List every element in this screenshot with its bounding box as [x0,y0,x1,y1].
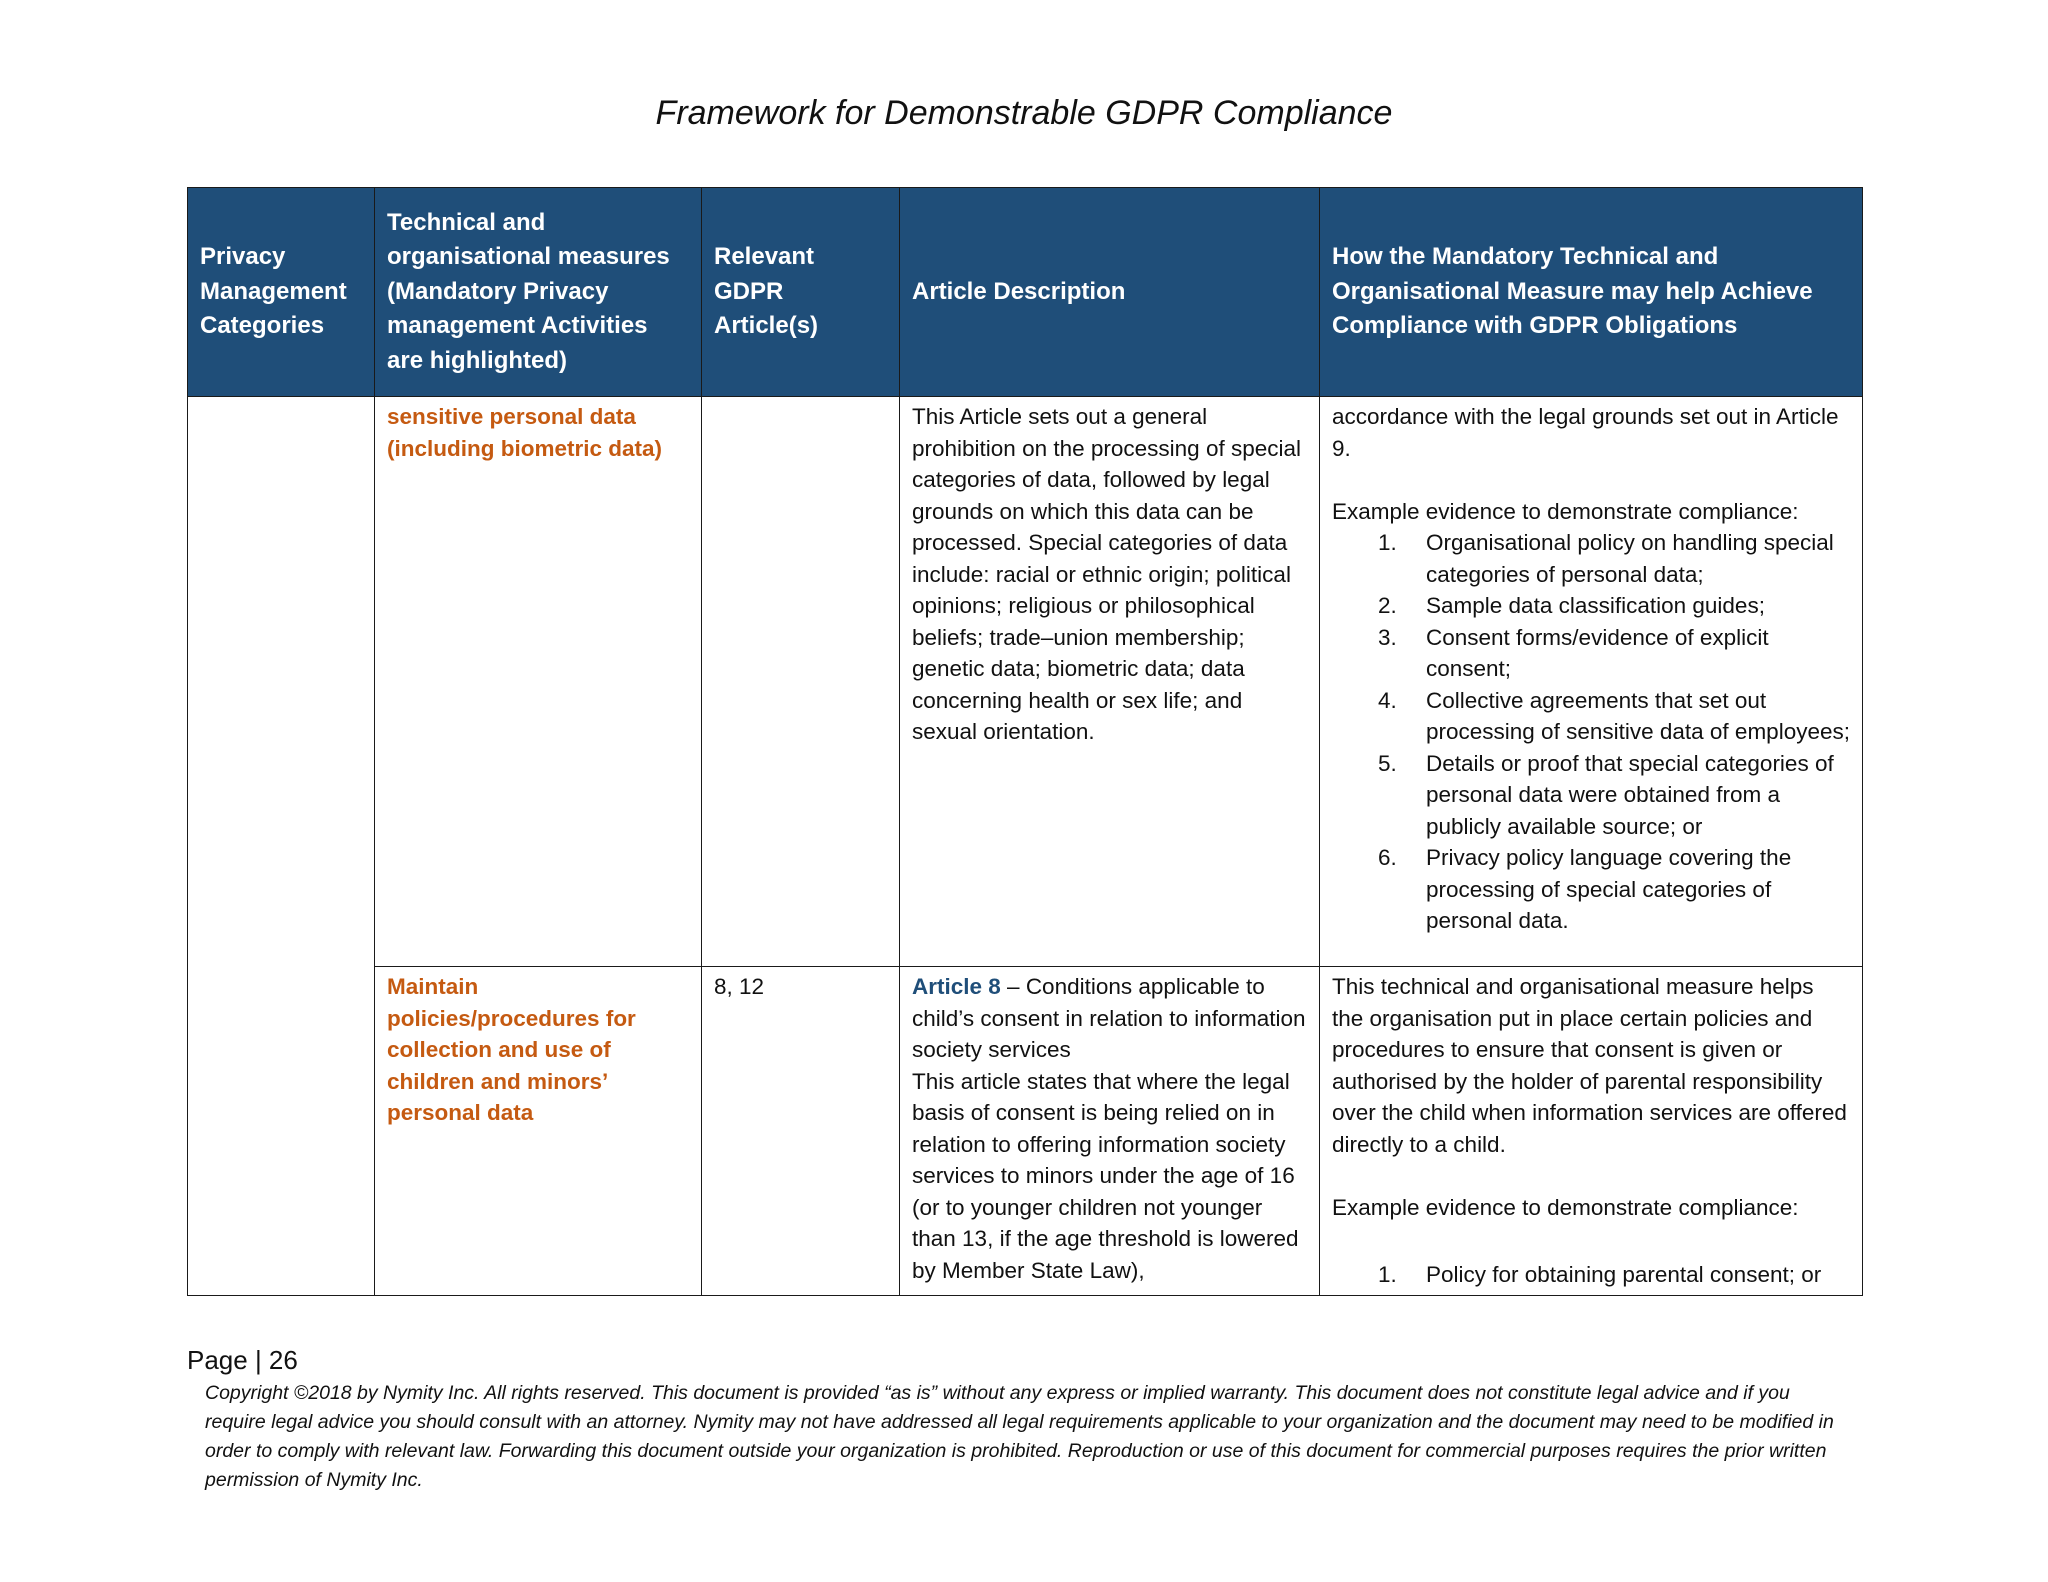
table-body [188,397,1863,1296]
header-technical-measures: Technical and organisational measures (Mandatory Privacy management Activities are highlighted) [375,188,702,397]
list-item: 6. Privacy policy language covering the processing of special categories of personal data. [1378,845,1792,933]
header-row [188,188,1863,397]
page-number: Page | 26 [187,1345,298,1375]
how-cell [1320,397,1863,967]
article-reference-title: – Conditions applicable to child’s consent in relation to information society services [912,974,1306,1062]
article-reference: Article 8 [912,974,1001,999]
document-title: Framework for Demonstrable GDPR Compliance [655,94,1393,132]
measure-text: sensitive personal data (including biometric data) [387,404,663,461]
list-item: 4. Collective agreements that set out processing of sensitive data of employees; [1378,687,1850,744]
list-item: 2. Sample data classification guides; [1378,593,1765,618]
description-text: This article states that where the legal basis of consent is being relied on in relation to offering information society services to minors under the age of 16 (or to younger children not younger than 13, if the age threshold is lowered by Member State Law), [912,1068,1299,1283]
measure-cell [375,397,702,967]
table-row [188,967,1863,1296]
evidence-list [1332,1259,1850,1291]
evidence-list [1332,527,1850,937]
evidence-label: Example evidence to demonstrate compliance: [1332,1194,1799,1220]
copyright-notice: Copyright ©2018 by Nymity Inc. All rights reserved. This document is provided “as is” without any express or implied warranty. This document does not constitute legal advice and if you require legal advice you should consult with an attorney. Nymity may not have addressed all legal requirements applicable to your organization and the document may need to be modified in order to comply with relevant law. Forwarding this document outside your organization is prohibited. Reproduction or use of this document for commercial purposes requires the prior written permission of Nymity Inc. [205,1382,1834,1491]
description-cell [900,397,1320,967]
header-article-description: Article Description [900,188,1320,397]
list-item: 1. Organisational policy on handling special categories of personal data; [1378,530,1834,587]
articles-cell [702,397,900,967]
description-heading [912,971,1307,1066]
header-privacy-categories: Privacy Management Categories [188,188,375,397]
measure-text: Maintain policies/procedures for collection and use of children and minors’ personal data [387,974,636,1125]
table-row [188,397,1863,967]
how-intro-text: This technical and organisational measure helps the organisation put in place certain policies and procedures to ensure that consent is given or authorised by the holder of parental responsibility over the child when information services are offered directly to a child. [1332,974,1847,1157]
description-text: This Article sets out a general prohibition on the processing of special categories of data, followed by legal grounds on which this data can be processed. Special categories of data include: racial or ethnic origin; political opinions; religious or philosophical beliefs; trade–union membership; genetic data; biometric data; data concerning health or sex life; and sexual orientation. [912,404,1301,744]
list-item: 5. Details or proof that special categories of personal data were obtained from a publicly available source; or [1378,750,1834,839]
list-item: 3. Consent forms/evidence of explicit consent; [1378,624,1769,681]
how-cell [1320,967,1863,1296]
measure-cell [375,967,702,1296]
articles-cell: 8, 12 [702,967,900,1296]
how-intro-text: accordance with the legal grounds set out in Article 9. [1332,404,1839,461]
header-relevant-articles: Relevant GDPR Article(s) [702,188,900,397]
evidence-label: Example evidence to demonstrate compliance: [1332,498,1799,524]
table-header [188,188,1863,397]
list-item: 1. Policy for obtaining parental consent; or [1378,1262,1822,1287]
header-how-measure-helps: How the Mandatory Technical and Organisational Measure may help Achieve Compliance with GDPR Obligations [1320,188,1863,397]
description-cell [900,967,1320,1296]
privacy-category-cell [188,397,375,1296]
gdpr-compliance-table [187,187,1863,1296]
